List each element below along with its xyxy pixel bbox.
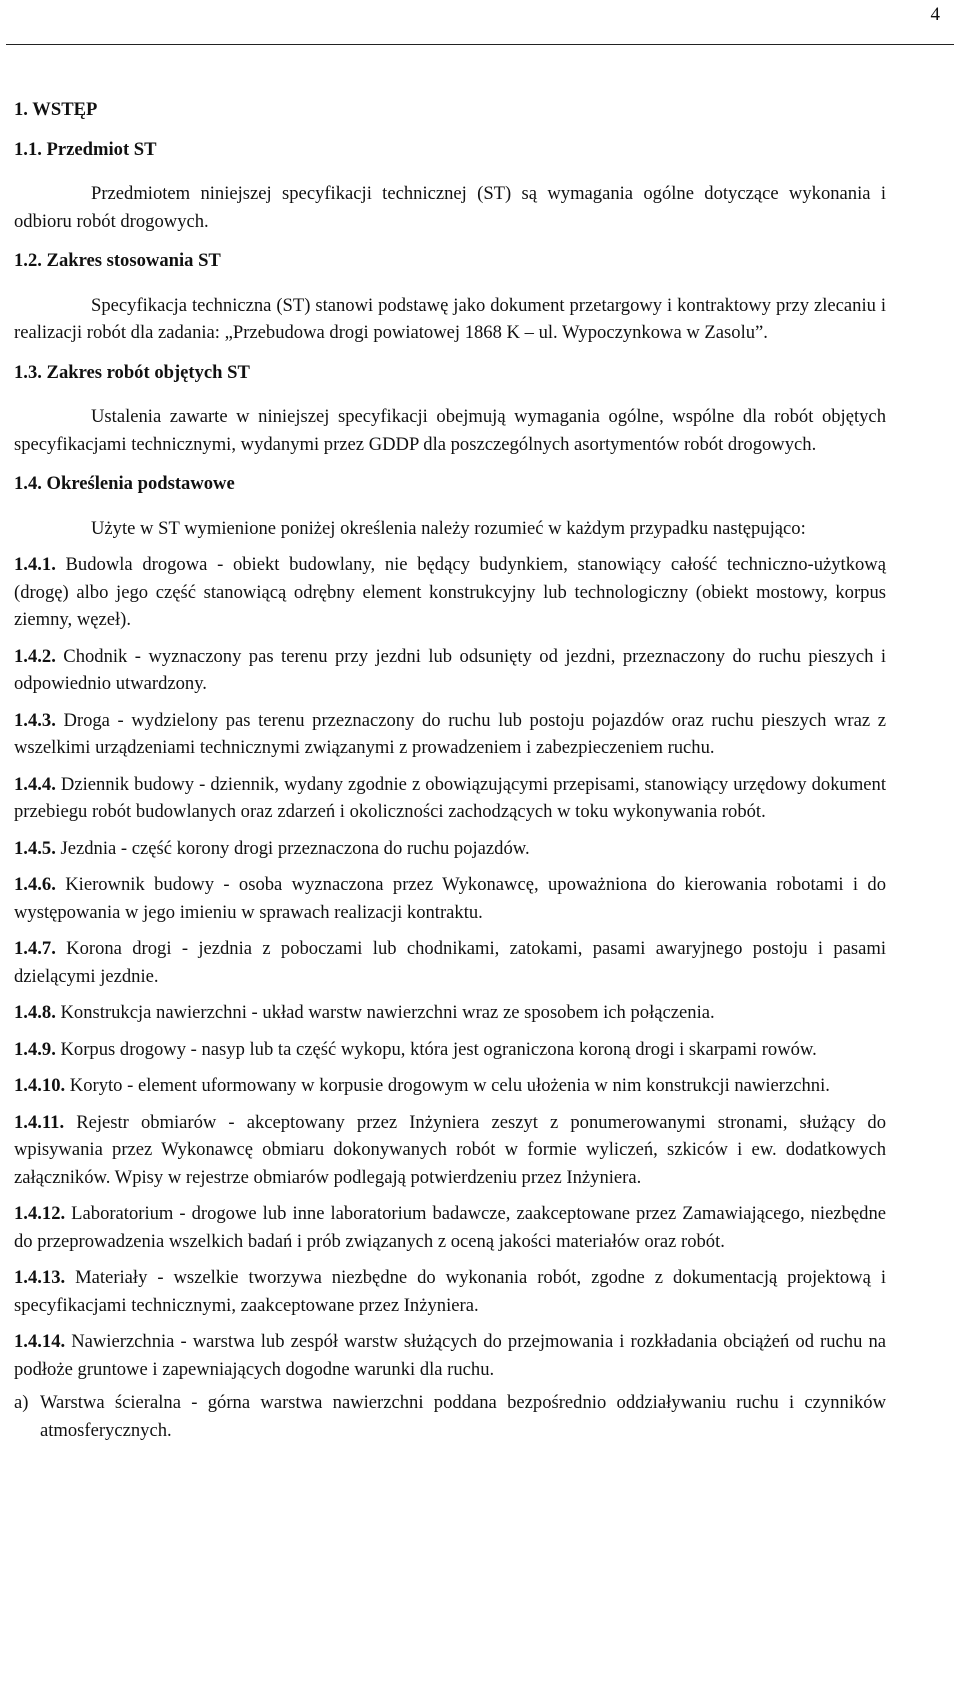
- definition-number: 1.4.12.: [14, 1203, 66, 1224]
- definition-number: 1.4.13.: [14, 1267, 66, 1288]
- definition-number: 1.4.5.: [14, 837, 56, 859]
- definition-number: 1.4.8.: [14, 1002, 56, 1023]
- page-number: 4: [930, 4, 940, 25]
- definition-number: 1.4.6.: [14, 874, 56, 895]
- section-heading-1: 1. WSTĘP: [14, 99, 98, 120]
- definition-item: [14, 551, 886, 634]
- definition-number: 1.4.14.: [14, 1331, 66, 1352]
- document-body: [14, 96, 886, 1444]
- section-heading-1-3: 1.3. Zakres robót objętych ST: [14, 361, 250, 383]
- definitions-list: [14, 551, 886, 1383]
- definition-item: [14, 999, 886, 1027]
- definition-text: Rejestr obmiarów - akceptowany przez Inżyniera zeszyt z ponumerowanymi stronami, służący do wpisywania przez Wykonawcę obmiaru dokonywanych robót w formie wyliczeń, szkiców i ew. dodatkowych załączników. Wpisy w rejestrze obmiarów podlegają potwierdzeniu przez Inżyniera.: [14, 1111, 886, 1188]
- definition-number: 1.4.9.: [14, 1038, 56, 1060]
- header-rule: [6, 44, 954, 45]
- definition-number: 1.4.11.: [14, 1111, 65, 1133]
- section-heading-1-1: 1.1. Przedmiot ST: [14, 138, 157, 160]
- definition-number: 1.4.3.: [14, 709, 56, 731]
- definition-number: 1.4.4.: [14, 773, 56, 795]
- definition-item: [14, 771, 886, 826]
- list-marker: a): [14, 1392, 29, 1413]
- definition-text: Jezdnia - część korony drogi przeznaczona do ruchu pojazdów.: [60, 837, 530, 859]
- definition-text: Chodnik - wyznaczony pas terenu przy jezdni lub odsunięty od jezdni, przeznaczony do ruchu pieszych i odpowiednio utwardzony.: [14, 645, 886, 694]
- definition-text: Materiały - wszelkie tworzywa niezbędne do wykonania robót, zgodne z dokumentacją projektową i specyfikacjami technicznymi, zaakceptowane przez Inżyniera.: [14, 1267, 886, 1316]
- definition-number: 1.4.10.: [14, 1075, 66, 1096]
- section-heading-1-4: 1.4. Określenia podstawowe: [14, 473, 235, 494]
- definition-text: Korpus drogowy - nasyp lub ta część wykopu, która jest ograniczona koroną drogi i skarpami rowów.: [60, 1038, 817, 1060]
- definition-item: [14, 1036, 886, 1064]
- list-text: Warstwa ścieralna - górna warstwa nawierzchni poddana bezpośrednio oddziaływaniu ruchu i czynników atmosferycznych.: [40, 1392, 886, 1441]
- definition-item: [14, 1109, 886, 1192]
- definition-item: [14, 935, 886, 990]
- definition-text: Budowla drogowa - obiekt budowlany, nie będący budynkiem, stanowiący całość techniczno-użytkową (drogę) albo jego część stanowiącą odrębny element konstrukcyjny lub technologiczny (obiekt mostowy, korpus ziemny, węzeł).: [14, 554, 886, 630]
- definition-item: [14, 871, 886, 926]
- definition-item: [14, 1328, 886, 1383]
- definition-item: [14, 835, 886, 863]
- sub-list: [14, 1389, 886, 1444]
- definition-number: 1.4.7.: [14, 938, 56, 959]
- paragraph-1-4: Użyte w ST wymienione poniżej określenia należy rozumieć w każdym przypadku następująco:: [91, 517, 806, 539]
- paragraph-1-1: Przedmiotem niniejszej specyfikacji technicznej (ST) są wymagania ogólne dotyczące wykonania i odbioru robót drogowych.: [14, 183, 886, 232]
- definition-number: 1.4.1.: [14, 554, 56, 575]
- definition-text: Konstrukcja nawierzchni - układ warstw nawierzchni wraz ze sposobem ich połączenia.: [60, 1002, 715, 1023]
- paragraph-1-2: Specyfikacja techniczna (ST) stanowi podstawę jako dokument przetargowy i kontraktowy przy zlecaniu i realizacji robót dla zadania: „Przebudowa drogi powiatowej 1868 K – ul. Wypoczynkowa w Zasolu”.: [14, 294, 886, 343]
- definition-text: Laboratorium - drogowe lub inne laboratorium badawcze, zaakceptowane przez Zamawiającego, niezbędne do przeprowadzenia wszelkich badań i prób związanych z oceną jakości materiałów oraz robót.: [14, 1203, 886, 1252]
- section-heading-1-2: 1.2. Zakres stosowania ST: [14, 250, 221, 271]
- list-item: [14, 1389, 886, 1444]
- paragraph-1-3: Ustalenia zawarte w niniejszej specyfikacji obejmują wymagania ogólne, wspólne dla robót objętych specyfikacjami technicznymi, wydanymi przez GDDP dla poszczególnych asortymentów robót drogowych.: [14, 406, 886, 455]
- definition-item: [14, 643, 886, 698]
- definition-item: [14, 1264, 886, 1319]
- definition-item: [14, 707, 886, 762]
- definition-text: Droga - wydzielony pas terenu przeznaczony do ruchu lub postoju pojazdów oraz ruchu pieszych wraz z wszelkimi urządzeniami technicznymi związanymi z prowadzeniem i zabezpieczeniem ruchu.: [14, 709, 887, 758]
- definition-text: Koryto - element uformowany w korpusie drogowym w celu ułożenia w nim konstrukcji nawierzchni.: [69, 1075, 830, 1096]
- definition-text: Kierownik budowy - osoba wyznaczona przez Wykonawcę, upoważniona do kierowania robotami i do występowania w jego imieniu w sprawach realizacji kontraktu.: [14, 874, 887, 923]
- definition-number: 1.4.2.: [14, 645, 56, 667]
- definition-text: Dziennik budowy - dziennik, wydany zgodnie z obowiązującymi przepisami, stanowiący urzędowy dokument przebiegu robót budowlanych oraz zdarzeń i okoliczności zachodzących w toku wykonywania robót.: [14, 773, 886, 822]
- definition-text: Korona drogi - jezdnia z poboczami lub chodnikami, zatokami, pasami awaryjnego postoju i pasami dzielącymi jezdnie.: [14, 938, 886, 987]
- definition-item: [14, 1200, 886, 1255]
- definition-text: Nawierzchnia - warstwa lub zespół warstw służących do przejmowania i rozkładania obciążeń od ruchu na podłoże gruntowe i zapewniających dogodne warunki dla ruchu.: [14, 1331, 886, 1380]
- definition-item: [14, 1072, 886, 1100]
